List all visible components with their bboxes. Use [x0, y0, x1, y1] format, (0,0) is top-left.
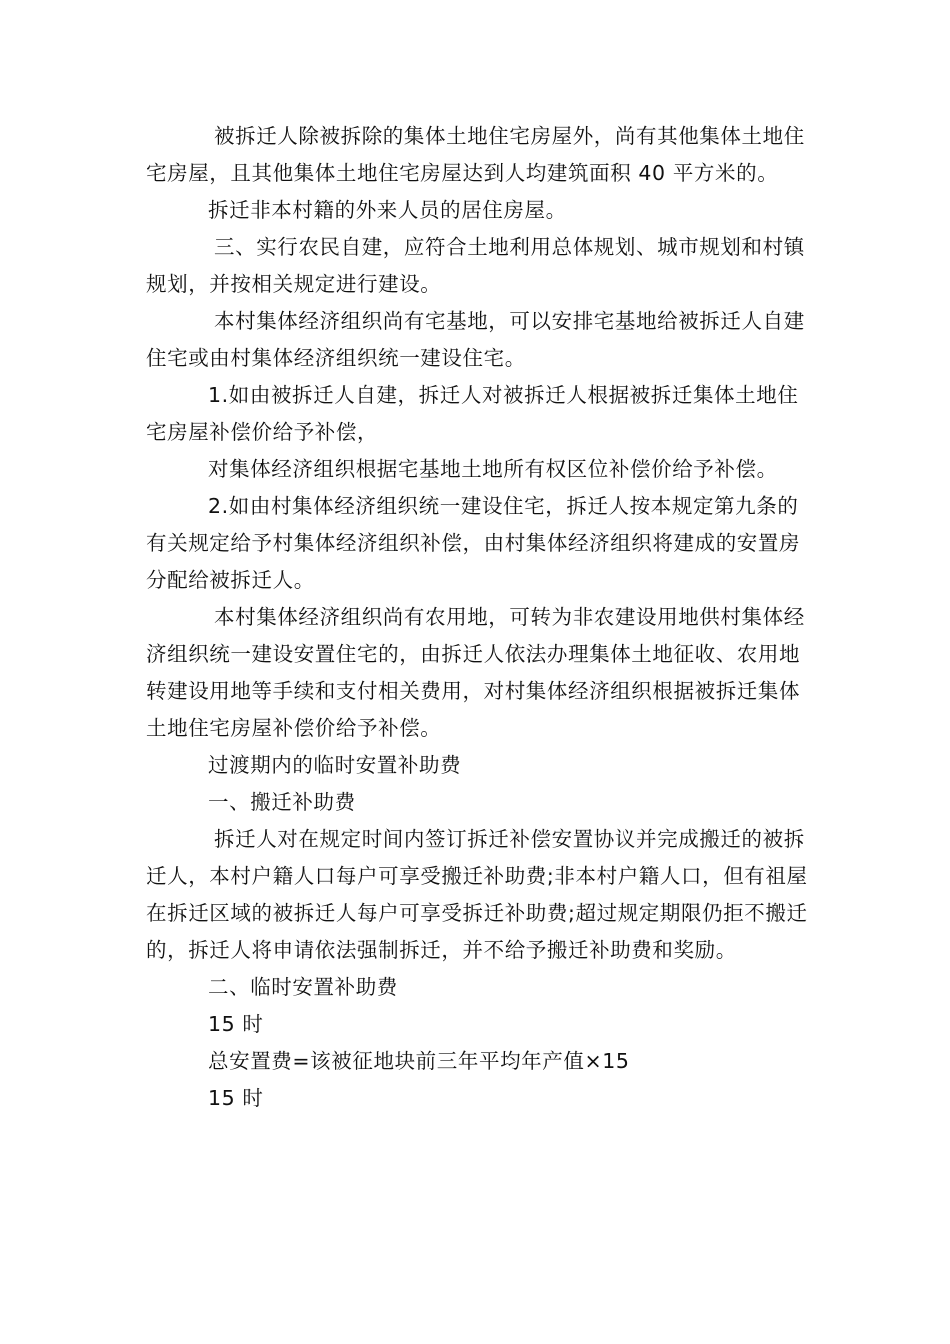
paragraph: 二、临时安置补助费 [208, 975, 398, 999]
paragraph: 被拆迁人除被拆除的集体土地住宅房屋外，尚有其他集体土地住宅房屋，且其他集体土地住宅房屋达到人均建筑面积 40 平方米的。 [146, 124, 805, 185]
paragraph: 一、搬迁补助费 [208, 790, 356, 814]
document-body [146, 118, 816, 1117]
paragraph: 15 时 [208, 1012, 264, 1036]
paragraph: 15 时 [208, 1086, 264, 1110]
paragraph: 过渡期内的临时安置补助费 [208, 753, 462, 777]
paragraph: 拆迁人对在规定时间内签订拆迁补偿安置协议并完成搬迁的被拆迁人，本村户籍人口每户可享受搬迁补助费;非本村户籍人口，但有祖屋在拆迁区域的被拆迁人每户可享受拆迁补助费;超过规定期限仍拒不搬迁的，拆迁人将申请依法强制拆迁，并不给予搬迁补助费和奖励。 [146, 827, 808, 962]
paragraph: 2.如由村集体经济组织统一建设住宅，拆迁人按本规定第九条的有关规定给予村集体经济组织补偿，由村集体经济组织将建成的安置房分配给被拆迁人。 [146, 494, 801, 592]
paragraph: 对集体经济组织根据宅基地土地所有权区位补偿价给予补偿。 [208, 457, 778, 481]
paragraph: 拆迁非本村籍的外来人员的居住房屋。 [208, 198, 567, 222]
paragraph: 1.如由被拆迁人自建，拆迁人对被拆迁人根据被拆迁集体土地住宅房屋补偿价给予补偿， [146, 383, 799, 444]
paragraph: 总安置费=该被征地块前三年平均年产值×15 [208, 1049, 630, 1073]
paragraph: 三、实行农民自建，应符合土地利用总体规划、城市规划和村镇规划，并按相关规定进行建设。 [146, 235, 805, 296]
paragraph: 本村集体经济组织尚有农用地，可转为非农建设用地供村集体经济组织统一建设安置住宅的，由拆迁人依法办理集体土地征收、农用地转建设用地等手续和支付相关费用，对村集体经济组织根据被拆迁集体土地住宅房屋补偿价给予补偿。 [146, 605, 805, 740]
paragraph: 本村集体经济组织尚有宅基地，可以安排宅基地给被拆迁人自建住宅或由村集体经济组织统一建设住宅。 [146, 309, 805, 370]
